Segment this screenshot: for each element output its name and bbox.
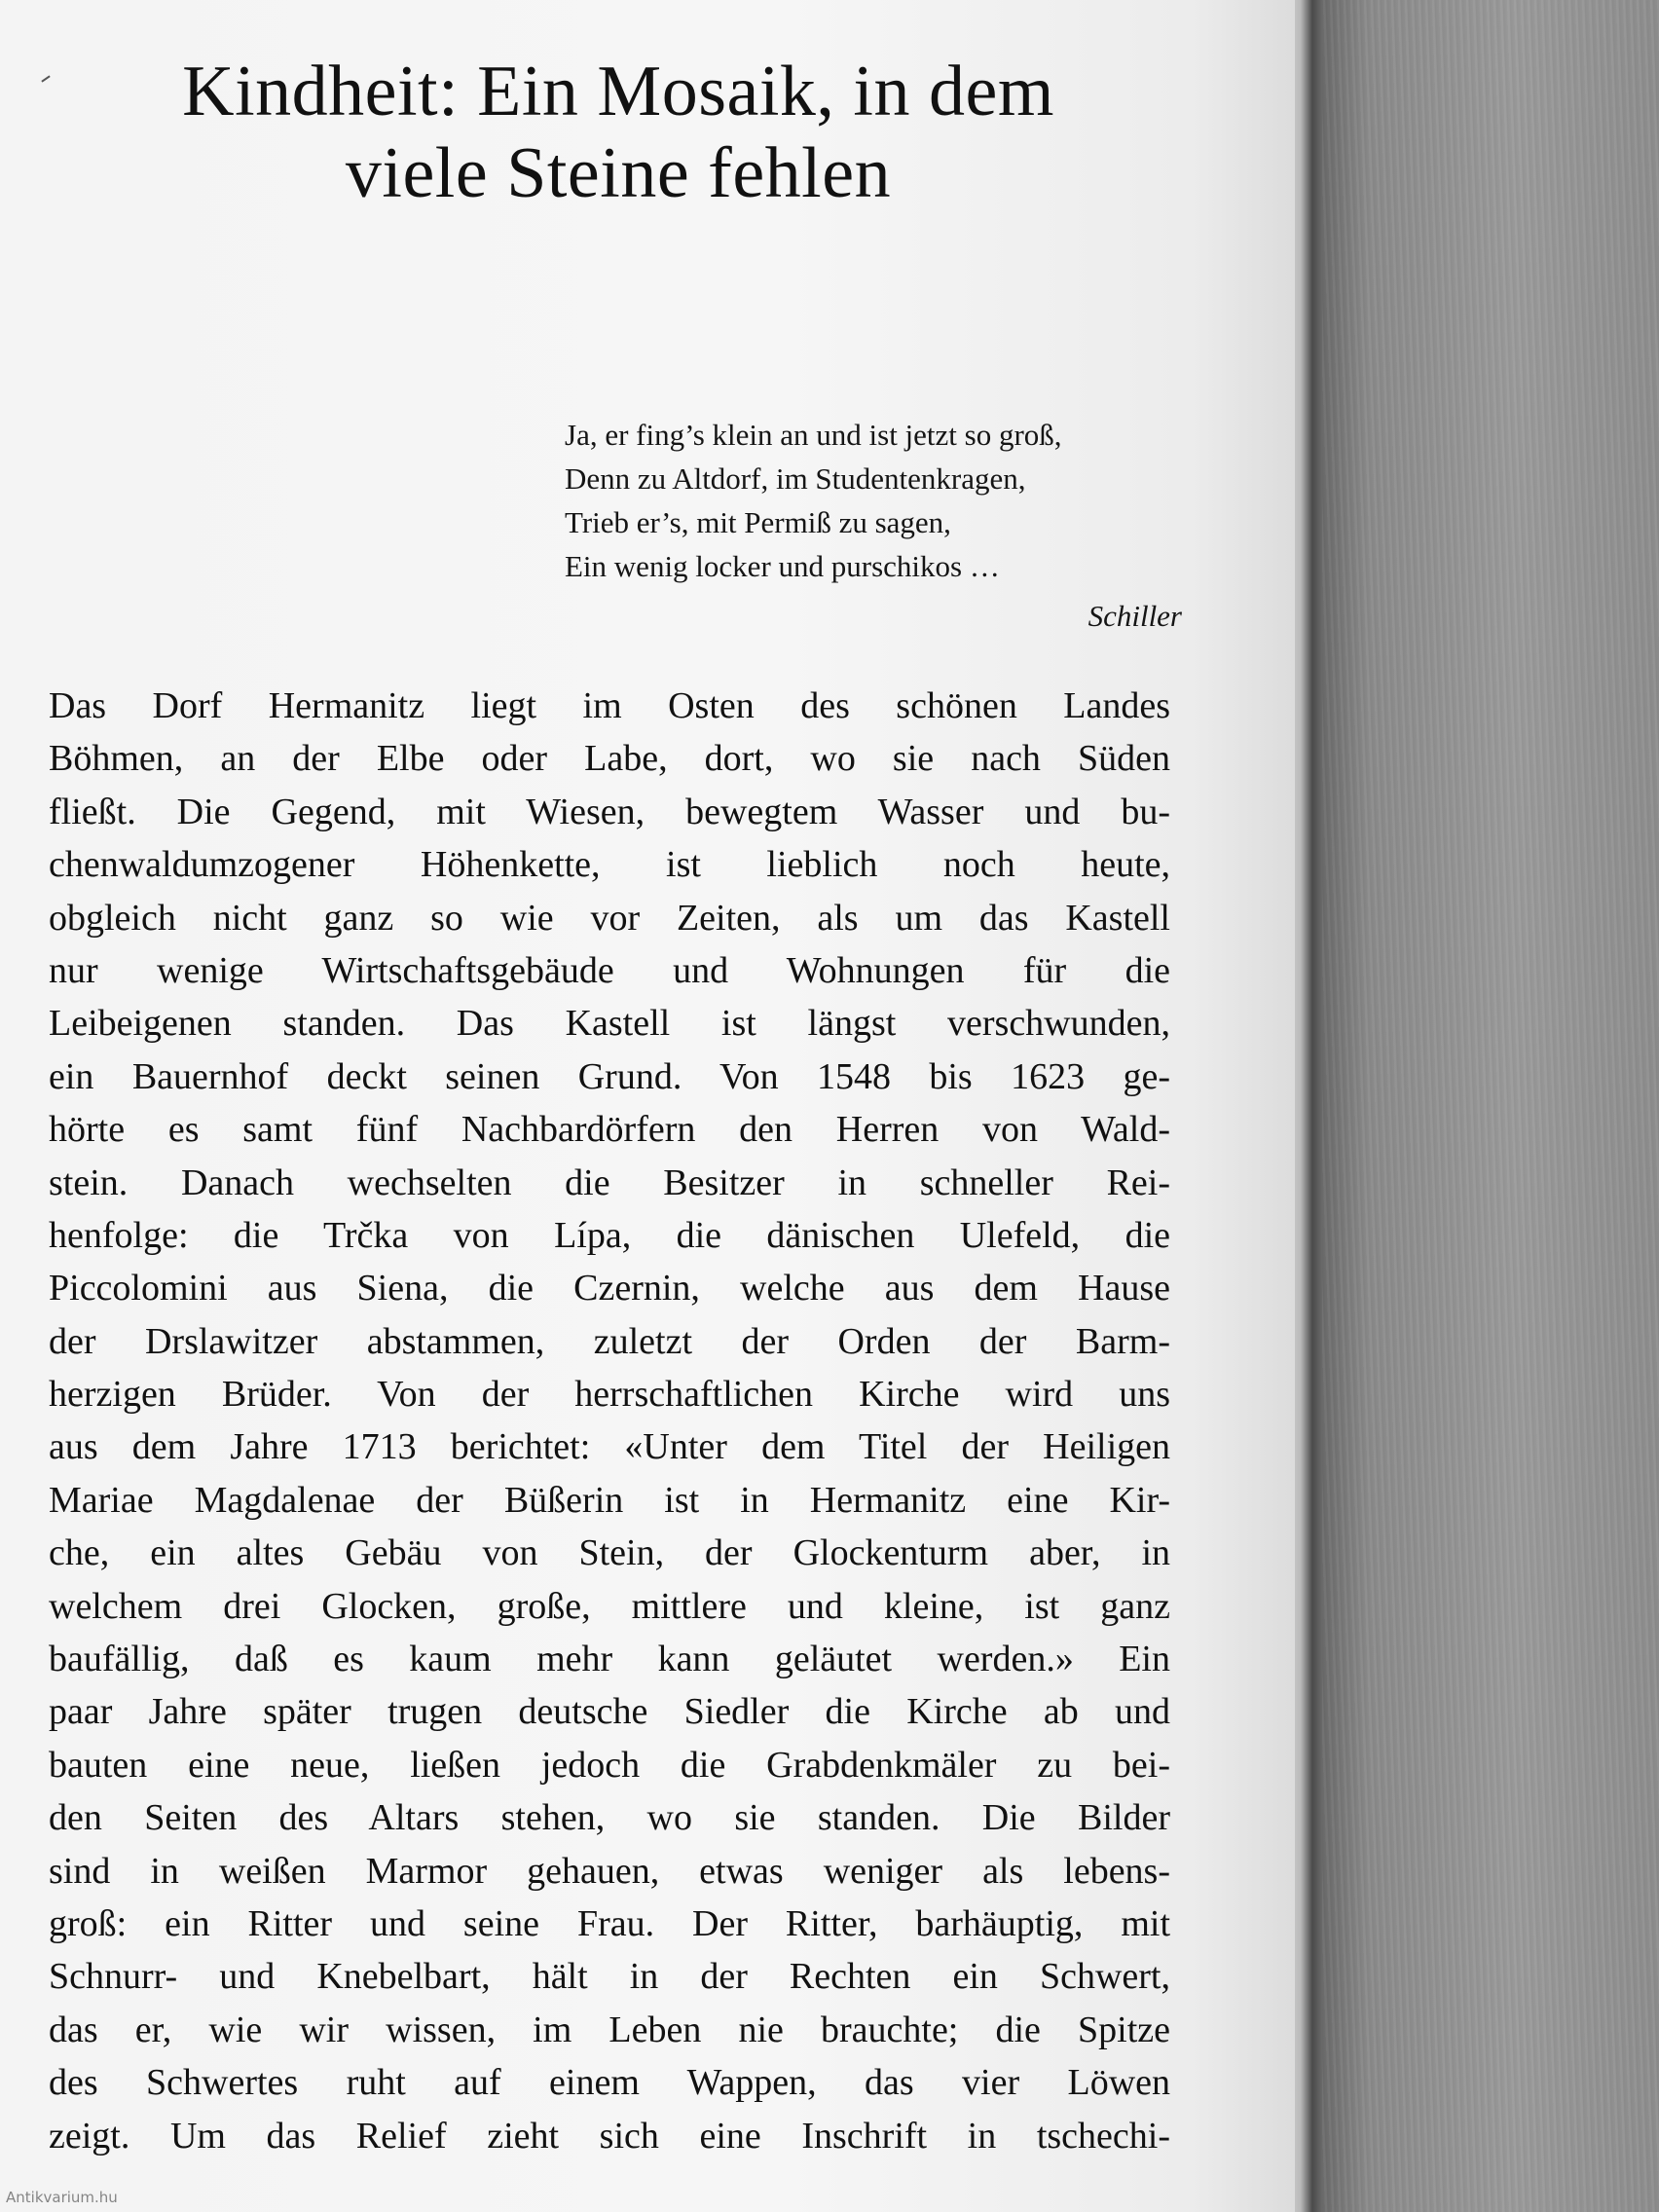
text-line: che, ein altes Gebäu von Stein, der Glockenturm aber, in — [49, 1532, 1170, 1574]
text-line: hörte es samt fünf Nachbardörfern den Herren von Wald- — [49, 1109, 1170, 1151]
text-line: den Seiten des Altars stehen, wo sie standen. Die Bilder — [49, 1797, 1170, 1839]
text-line: paar Jahre später trugen deutsche Siedler die Kirche ab und — [49, 1691, 1170, 1733]
text-line: groß: ein Ritter und seine Frau. Der Ritter, barhäuptig, mit — [49, 1902, 1170, 1944]
text-line: das er, wie wir wissen, im Leben nie brauchte; die Spitze — [49, 2009, 1170, 2050]
body-text — [49, 680, 1170, 2162]
text-line: des Schwertes ruht auf einem Wappen, das vier Löwen — [49, 2062, 1170, 2104]
chapter-title — [39, 51, 1198, 214]
background-surface — [1305, 0, 1659, 2212]
text-line: Mariae Magdalenae der Büßerin ist in Hermanitz eine Kir- — [49, 1479, 1170, 1521]
text-line: fließt. Die Gegend, mit Wiesen, bewegtem Wasser und bu- — [49, 791, 1170, 832]
chapter-title-line: Kindheit: Ein Mosaik, in dem — [182, 52, 1054, 131]
text-line: chenwaldumzogener Höhenkette, ist lieblich noch heute, — [49, 844, 1170, 886]
text-line: herzigen Brüder. Von der herrschaftlichen Kirche wird uns — [49, 1374, 1170, 1416]
text-line: ein Bauernhof deckt seinen Grund. Von 1548 bis 1623 ge- — [49, 1055, 1170, 1097]
epigraph-line: Ja, er fing’s klein an und ist jetzt so groß, — [565, 418, 1062, 452]
text-line: obgleich nicht ganz so wie vor Zeiten, als um das Kastell — [49, 897, 1170, 939]
epigraph-line: Trieb er’s, mit Permiß zu sagen, — [565, 505, 951, 539]
text-line: Piccolomini aus Siena, die Czernin, welche aus dem Hause — [49, 1268, 1170, 1309]
epigraph-line: Denn zu Altdorf, im Studentenkragen, — [565, 461, 1026, 496]
text-line: stein. Danach wechselten die Besitzer in schneller Rei- — [49, 1161, 1170, 1203]
text-line: der Drslawitzer abstammen, zuletzt der Orden der Barm- — [49, 1320, 1170, 1362]
text-line: Das Dorf Hermanitz liegt im Osten des schönen Landes — [49, 685, 1170, 726]
text-line: nur wenige Wirtschaftsgebäude und Wohnungen für die — [49, 949, 1170, 991]
text-line: Böhmen, an der Elbe oder Labe, dort, wo sie nach Süden — [49, 738, 1170, 780]
chapter-title-line: viele Steine fehlen — [345, 133, 892, 213]
watermark: Antikvarium.hu — [6, 2189, 118, 2206]
text-line: henfolge: die Trčka von Lípa, die dänischen Ulefeld, die — [49, 1214, 1170, 1256]
text-line: sind in weißen Marmor gehauen, etwas weniger als lebens- — [49, 1850, 1170, 1892]
epigraph — [565, 413, 1182, 638]
text-line: aus dem Jahre 1713 berichtet: «Unter dem Titel der Heiligen — [49, 1426, 1170, 1468]
text-line: Leibeigenen standen. Das Kastell ist längst verschwunden, — [49, 1003, 1170, 1045]
text-line: Schnurr- und Knebelbart, hält in der Rechten ein Schwert, — [49, 1956, 1170, 1998]
text-line: welchem drei Glocken, große, mittlere und kleine, ist ganz — [49, 1585, 1170, 1627]
text-line: zeigt. Um das Relief zieht sich eine Inschrift in tschechi- — [49, 2115, 1170, 2157]
text-line: baufällig, daß es kaum mehr kann geläutet werden.» Ein — [49, 1639, 1170, 1680]
epigraph-author: Schiller — [1088, 599, 1182, 633]
text-line: bauten eine neue, ließen jedoch die Grabdenkmäler zu bei- — [49, 1744, 1170, 1786]
epigraph-line: Ein wenig locker und purschikos … — [565, 549, 1000, 583]
